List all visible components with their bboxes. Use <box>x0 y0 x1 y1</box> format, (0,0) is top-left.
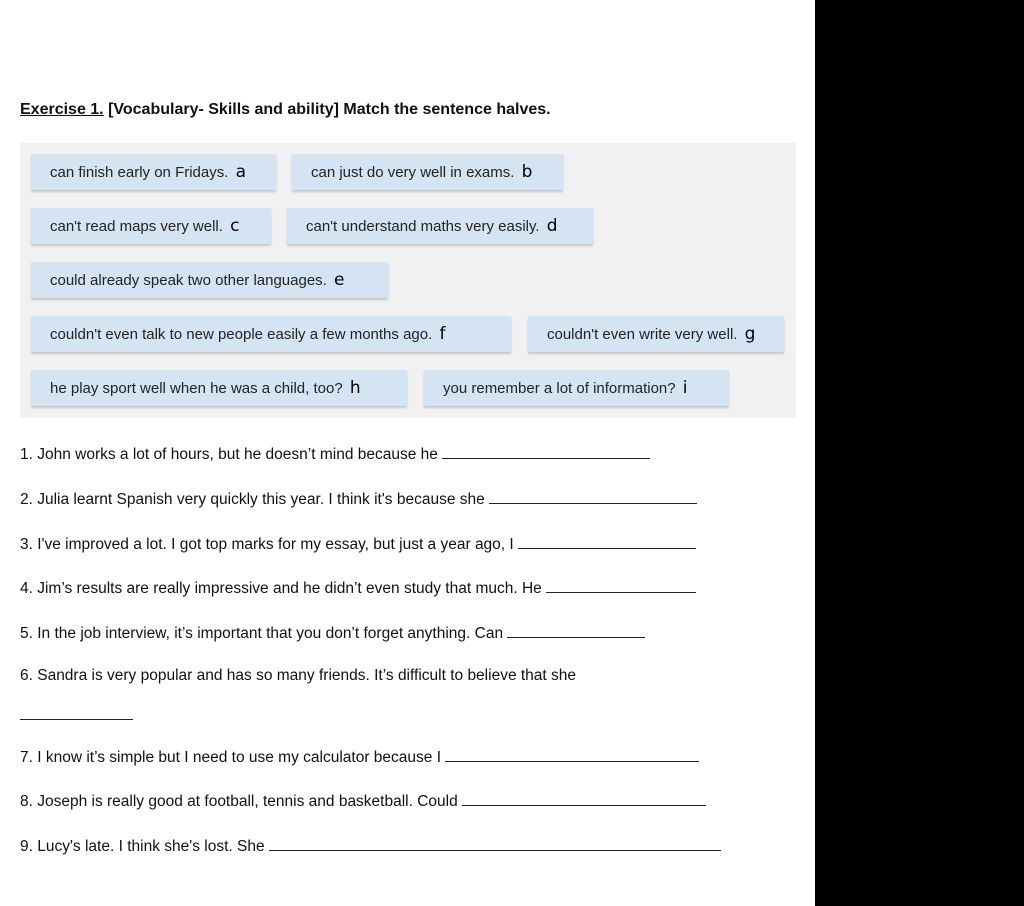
bank-item-text: he play sport well when he was a child, too? <box>50 380 343 397</box>
bank-item-h[interactable] <box>31 370 407 406</box>
answer-blank[interactable] <box>20 719 133 720</box>
question-6 <box>20 667 576 685</box>
answer-blank[interactable] <box>462 791 706 806</box>
bank-item-text: could already speak two other languages. <box>50 272 327 289</box>
bank-item-text: can finish early on Fridays. <box>50 164 229 181</box>
bank-item-text: couldn't even write very well. <box>547 326 738 343</box>
bank-item-letter: i <box>682 378 688 398</box>
exercise-label: Exercise 1. <box>20 101 104 118</box>
bank-item-text: can just do very well in exams. <box>311 164 515 181</box>
bank-item-f[interactable] <box>31 316 511 352</box>
question-3 <box>20 534 696 554</box>
question-text: 6. Sandra is very popular and has so many friends. It’s difficult to believe that she <box>20 667 577 684</box>
answer-blank[interactable] <box>269 836 721 851</box>
exercise-instruction: [Vocabulary- Skills and ability] Match the sentence halves. <box>103 101 551 118</box>
word-bank <box>20 143 796 418</box>
bank-item-a[interactable] <box>31 154 276 190</box>
question-text: 3. I've improved a lot. I got top marks for my essay, but just a year ago, I <box>20 536 514 553</box>
question-text: 2. Julia learnt Spanish very quickly this year. I think it's because she <box>20 491 485 508</box>
bank-item-letter: g <box>744 324 756 344</box>
question-text: 9. Lucy's late. I think she's lost. She <box>20 838 265 855</box>
question-5 <box>20 623 645 643</box>
question-2 <box>20 489 697 509</box>
bank-item-text: can't understand maths very easily. <box>306 218 540 235</box>
question-7 <box>20 747 699 767</box>
bank-item-b[interactable] <box>292 154 563 190</box>
answer-blank[interactable] <box>442 444 650 459</box>
bank-item-c[interactable] <box>31 208 271 244</box>
bank-item-letter: e <box>334 270 345 290</box>
question-text: 5. In the job interview, it’s important that you don’t forget anything. Can <box>20 625 504 642</box>
bank-item-letter: h <box>349 378 361 398</box>
bank-item-letter: b <box>521 162 533 182</box>
answer-blank[interactable] <box>546 578 696 593</box>
bank-item-text: couldn't even talk to new people easily a few months ago. <box>50 326 433 343</box>
question-4 <box>20 578 696 598</box>
question-1 <box>20 444 650 464</box>
answer-blank[interactable] <box>507 623 645 638</box>
answer-blank[interactable] <box>518 534 696 549</box>
question-text: 1. John works a lot of hours, but he doesn’t mind because he <box>20 446 438 463</box>
question-text: 8. Joseph is really good at football, tennis and basketball. Could <box>20 793 458 810</box>
question-8 <box>20 791 706 811</box>
bank-item-letter: a <box>235 162 247 182</box>
answer-blank[interactable] <box>445 747 699 762</box>
bank-item-letter: c <box>230 216 240 236</box>
bank-item-g[interactable] <box>528 316 784 352</box>
answer-blank[interactable] <box>489 489 697 504</box>
bank-item-letter: f <box>439 324 446 344</box>
question-text: 4. Jim’s results are really impressive and he didn’t even study that much. He <box>20 580 542 597</box>
question-9 <box>20 836 721 856</box>
exercise-title <box>20 101 551 119</box>
question-text: 7. I know it’s simple but I need to use my calculator because I <box>20 749 442 766</box>
bank-item-text: you remember a lot of information? <box>443 380 676 397</box>
bank-item-letter: d <box>546 216 558 236</box>
bank-item-text: can't read maps very well. <box>50 218 223 235</box>
bank-item-e[interactable] <box>31 262 388 298</box>
black-margin <box>815 0 1024 906</box>
bank-item-i[interactable] <box>424 370 729 406</box>
bank-item-d[interactable] <box>287 208 593 244</box>
